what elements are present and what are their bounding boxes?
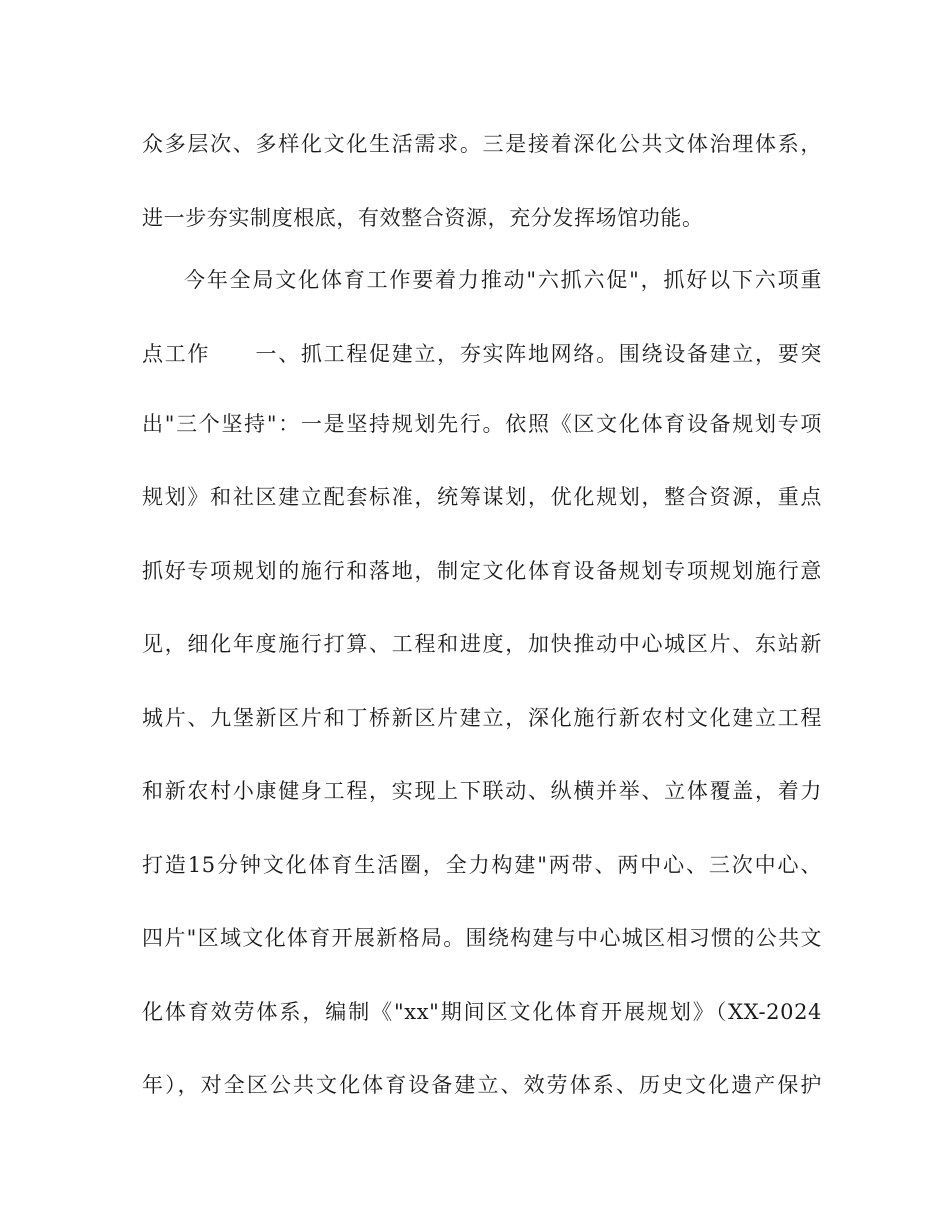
text-line-2: 进一步夯实制度根底，有效整合资源，充分发挥场馆功能。 (142, 206, 704, 230)
text-line-3: 今年全局文化体育工作要着力推动"六抓六促"，抓好以下六项重 (184, 268, 822, 292)
text-line-14: 年），对全区公共文化体育设备建立、效劳体系、历史文化遗产保护 (142, 1073, 822, 1097)
text-line-7: 抓好专项规划的施行和落地，制定文化体育设备规划专项规划施行意 (142, 559, 822, 583)
text-line-4: 点工作 一、抓工程促建立，夯实阵地网络。围绕设备建立，要突 (142, 342, 822, 366)
text-line-12: 四片"区域文化体育开展新格局。围绕构建与中心城区相习惯的公共文 (142, 926, 822, 950)
text-line-6: 规划》和社区建立配套标准，统筹谋划，优化规划，整合资源，重点 (142, 485, 822, 509)
text-line-10: 和新农村小康健身工程，实现上下联动、纵横并举、立体覆盖，着力 (142, 779, 822, 803)
text-line-9: 城片、九堡新区片和丁桥新区片建立，深化施行新农村文化建立工程 (142, 706, 822, 730)
text-line-1: 众多层次、多样化文化生活需求。三是接着深化公共文体治理体系， (142, 132, 822, 156)
text-line-11: 打造15分钟文化体育生活圈，全力构建"两带、两中心、三次中心、 (142, 853, 822, 877)
text-line-8: 见，细化年度施行打算、工程和进度，加快推动中心城区片、东站新 (142, 632, 822, 656)
text-line-5: 出"三个坚持"：一是坚持规划先行。依照《区文化体育设备规划专项 (142, 412, 822, 436)
text-line-13: 化体育效劳体系，编制《"xx"期间区文化体育开展规划》（XX-2024 (142, 1000, 822, 1024)
